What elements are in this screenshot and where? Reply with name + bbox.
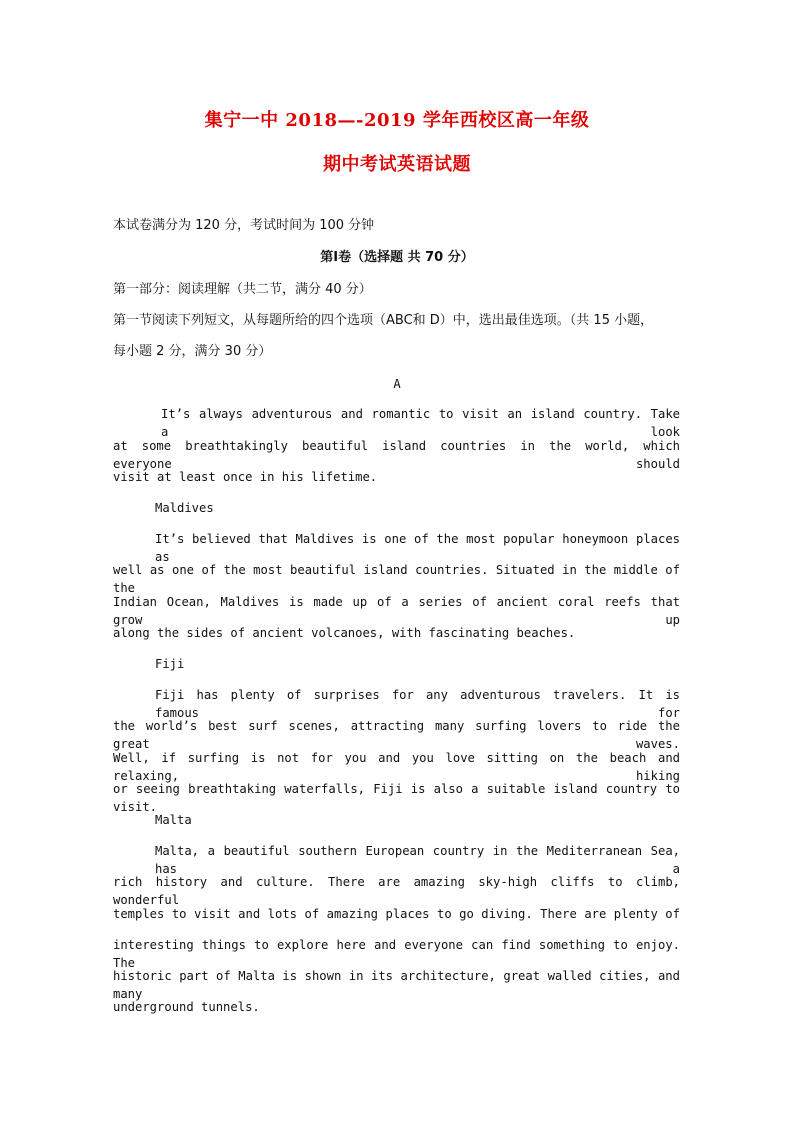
- passage-line: historic part of Malta is shown in its architecture, great walled cities, and many: [113, 969, 680, 1001]
- passage-line: at some breathtakingly beautiful island countries in the world, which everyone should: [113, 439, 680, 471]
- passage-label: A: [393, 377, 401, 391]
- passage-line: visit at least once in his lifetime.: [113, 470, 378, 484]
- subheading-fiji: Fiji: [155, 657, 185, 671]
- passage-line: rich history and culture. There are amazing sky-high cliffs to climb, wonderful: [113, 875, 680, 907]
- passage-line: along the sides of ancient volcanoes, with fascinating beaches.: [113, 626, 576, 640]
- passage-line: well as one of the most beautiful island countries. Situated in the middle of the: [113, 563, 680, 595]
- passage-line: It’s believed that Maldives is one of the most popular honeymoon places as: [155, 532, 680, 564]
- passage-line: Malta, a beautiful southern European country in the Mediterranean Sea, has a: [155, 844, 680, 876]
- passage-line: the world’s best surf scenes, attracting many surfing lovers to ride the great waves.: [113, 719, 680, 751]
- passage-line: temples to visit and lots of amazing places to go diving. There are plenty of: [113, 907, 680, 921]
- section-instructions-line-2: 每小题 2 分，满分 30 分）: [113, 344, 272, 359]
- passage-line: underground tunnels.: [113, 1000, 260, 1014]
- passage-line: Well, if surfing is not for you and you love sitting on the beach and relaxing, hiking: [113, 751, 680, 783]
- passage-line: Fiji has plenty of surprises for any adventurous travelers. It is famous for: [155, 688, 680, 720]
- part-title: 第一部分：阅读理解（共二节，满分 40 分）: [113, 282, 372, 297]
- passage-line: or seeing breathtaking waterfalls, Fiji is also a suitable island country to visit.: [113, 782, 680, 814]
- passage-line: interesting things to explore here and everyone can find something to enjoy. The: [113, 938, 680, 970]
- subheading-maldives: Maldives: [155, 501, 214, 515]
- exam-title: 集宁一中 2018—-2019 学年西校区高一年级: [204, 110, 590, 131]
- section-instructions-line-1: 第一节阅读下列短文，从每题所给的四个选项（ABC和 D）中，选出最佳选项。（共 15 小题，: [113, 313, 654, 328]
- subheading-malta: Malta: [155, 813, 192, 827]
- passage-line: It’s always adventurous and romantic to visit an island country. Take a look: [161, 407, 680, 439]
- passage-line: Indian Ocean, Maldives is made up of a series of ancient coral reefs that grow up: [113, 595, 680, 627]
- volume-title: 第Ⅰ卷（选择题 共 70 分）: [320, 250, 474, 265]
- exam-info: 本试卷满分为 120 分，考试时间为 100 分钟: [113, 218, 375, 233]
- exam-subtitle: 期中考试英语试题: [323, 154, 471, 175]
